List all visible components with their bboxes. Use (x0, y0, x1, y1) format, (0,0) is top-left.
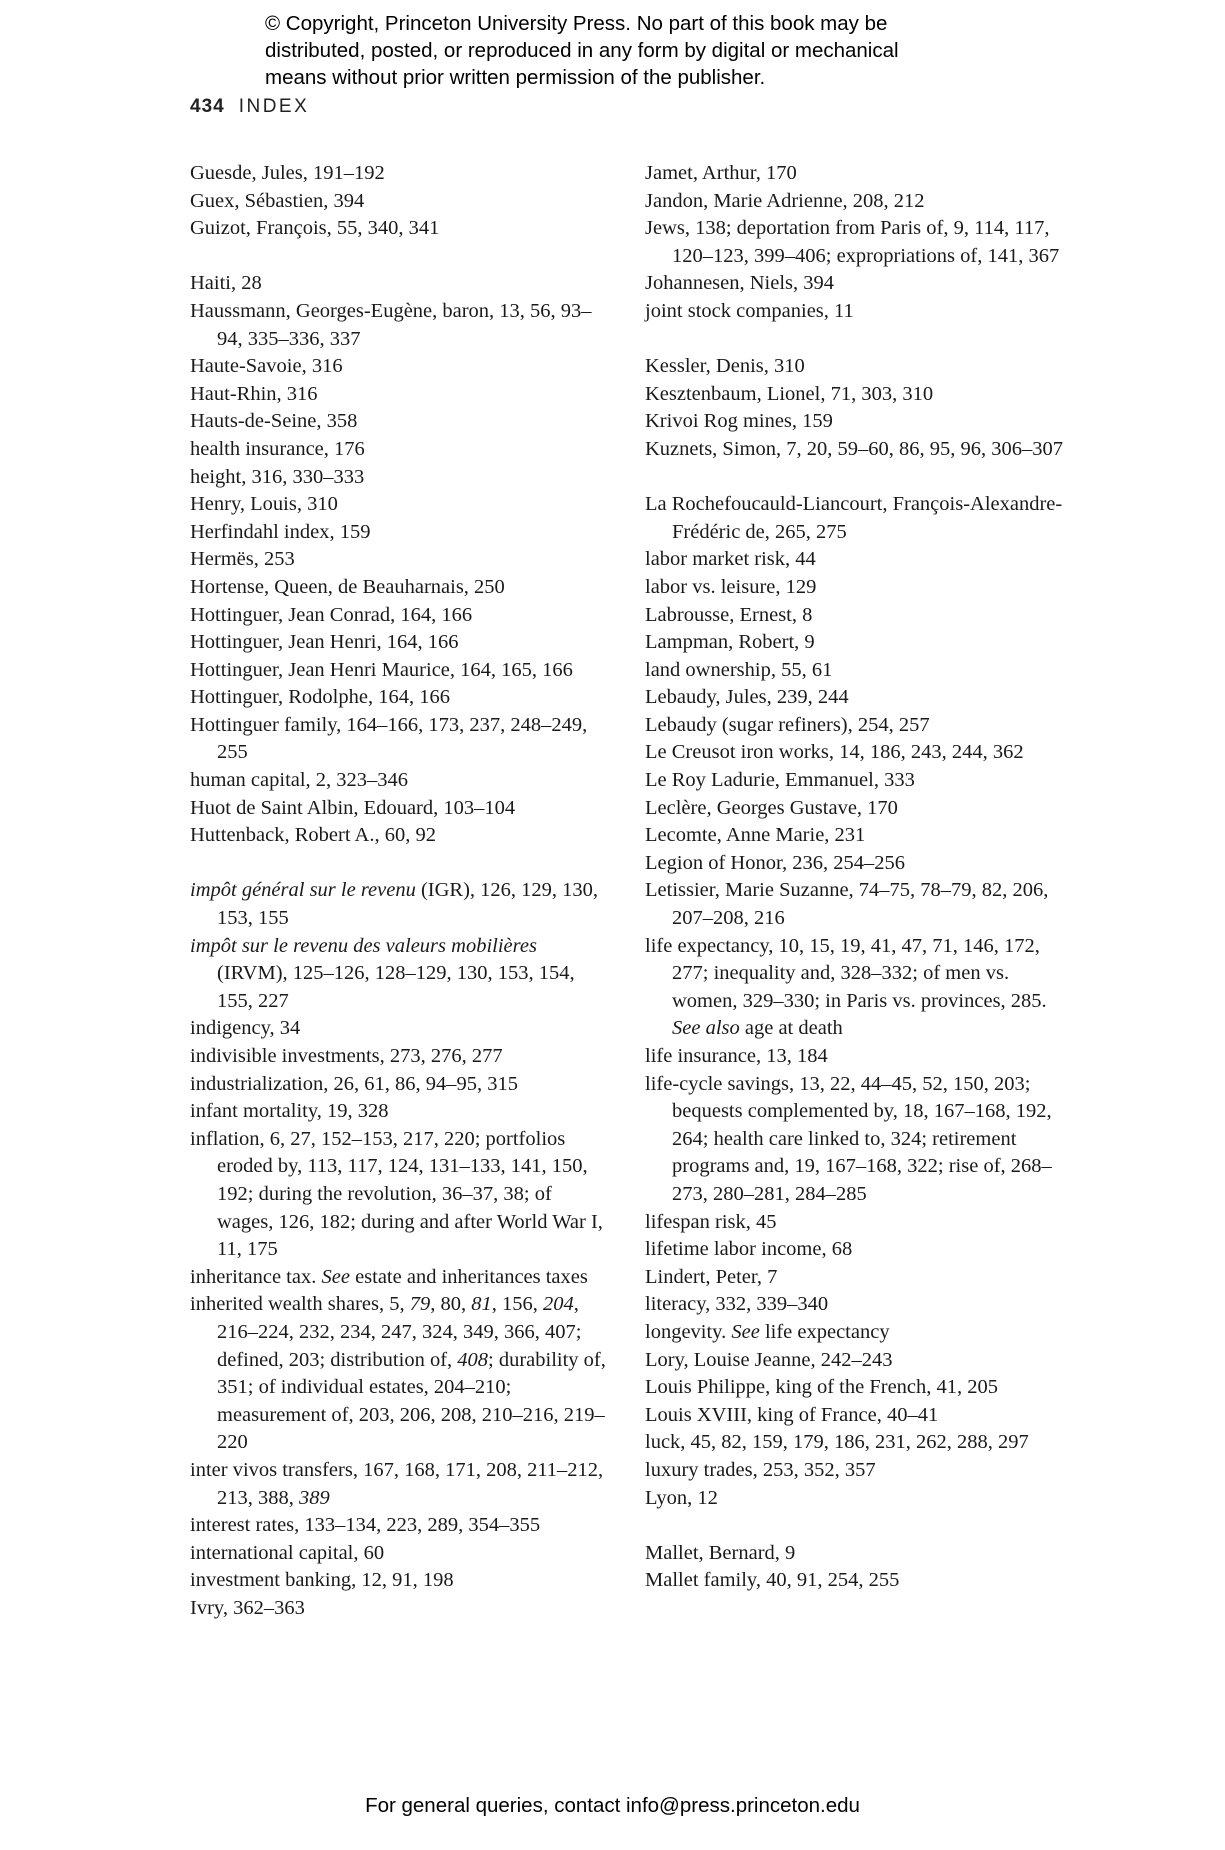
index-entry (645, 298, 1075, 326)
index-entry (190, 188, 610, 216)
letter-group-gap (190, 850, 610, 878)
index-entry (190, 160, 610, 188)
index-entry-text: human capital, 2, 323–346 (190, 769, 409, 792)
index-entry (645, 491, 1075, 546)
index-entry (190, 795, 610, 823)
index-entry-italic: 389 (299, 1486, 330, 1509)
index-entry-text: Hauts-de-Seine, 358 (190, 410, 358, 433)
index-entry (645, 877, 1075, 932)
index-entry (645, 215, 1075, 270)
index-entry-text: indigency, 34 (190, 1017, 301, 1040)
index-entry-text: Kesztenbaum, Lionel, 71, 303, 310 (645, 382, 934, 405)
index-entry (190, 1071, 610, 1099)
index-entry (645, 684, 1075, 712)
index-entry (645, 1485, 1075, 1513)
index-entry (645, 436, 1075, 464)
letter-group-gap (645, 326, 1075, 354)
index-entry-text: Lindert, Peter, 7 (645, 1265, 778, 1288)
index-entry (190, 464, 610, 492)
index-entry-text: land ownership, 55, 61 (645, 658, 833, 681)
index-entry (645, 795, 1075, 823)
index-entry-text: (IGR), 126, 129, 130, 153, 155 (217, 879, 599, 930)
index-entry-text: La Rochefoucauld-Liancourt, François-Alexandre-Frédéric de, 265, 275 (645, 493, 1063, 543)
index-entry-text: labor vs. leisure, 129 (645, 575, 817, 598)
letter-group-gap (645, 1512, 1075, 1540)
index-entry (645, 160, 1075, 188)
page-number: 434 (190, 96, 225, 117)
index-entry (645, 629, 1075, 657)
index-entry-text: investment banking, 12, 91, 198 (190, 1569, 454, 1592)
index-entry-text: life expectancy, 10, 15, 19, 41, 47, 71, 146, 172, 277; inequality and, 328–332; of men vs. women, 329–330; in Paris vs. provinces, 285. (645, 934, 1047, 1012)
running-head (190, 96, 309, 118)
index-entry (190, 408, 610, 436)
index-column-left (190, 160, 610, 1622)
index-entry-text: Leclère, Georges Gustave, 170 (645, 796, 898, 819)
index-entry-text: Lyon, 12 (645, 1486, 718, 1509)
index-entry (645, 657, 1075, 685)
index-entry-text: life insurance, 13, 184 (645, 1045, 828, 1067)
index-entry-text: Jamet, Arthur, 170 (645, 162, 797, 184)
index-entry (645, 408, 1075, 436)
index-entry-italic: See also (672, 1017, 740, 1040)
index-entry (645, 1457, 1075, 1485)
index-entry (645, 1236, 1075, 1264)
index-entry (190, 1264, 610, 1292)
index-entry-text: ; durability of, 351; of individual estates, 204–210; measurement of, 203, 206, 208, 210–216, 219–220 (217, 1348, 606, 1454)
index-entry-text: Jews, 138; deportation from Paris of, 9, 114, 117, 120–123, 399–406; expropriations of, 141, 367 (645, 217, 1060, 267)
index-entry-text: Louis Philippe, king of the French, 41, 205 (645, 1376, 999, 1399)
index-entry-text: lifetime labor income, 68 (645, 1238, 853, 1261)
index-entry (645, 712, 1075, 740)
index-entry-text: international capital, 60 (190, 1541, 385, 1564)
index-entry (190, 270, 610, 298)
index-entry (190, 353, 610, 381)
index-entry (190, 436, 610, 464)
index-entry (190, 1540, 610, 1568)
index-entry-text: Mallet, Bernard, 9 (645, 1541, 796, 1564)
index-entry-text: Hottinguer, Rodolphe, 164, 166 (190, 686, 450, 709)
index-entry-text: Lampman, Robert, 9 (645, 631, 815, 654)
index-entry-text: inter vivos transfers, 167, 168, 171, 208, 211–212, 213, 388, (190, 1458, 604, 1509)
index-entry-text: inherited wealth shares, 5, (190, 1293, 410, 1316)
index-entry (190, 657, 610, 685)
index-entry (645, 1540, 1075, 1568)
index-entry (645, 1567, 1075, 1595)
index-entry (190, 1567, 610, 1595)
copyright-line-1: © Copyright, Princeton University Press. No part of this book may be (265, 12, 888, 35)
index-entry-text: Hottinguer, Jean Henri Maurice, 164, 165, 166 (190, 658, 573, 681)
index-entry (190, 381, 610, 409)
index-entry-text: Lebaudy, Jules, 239, 244 (645, 686, 849, 709)
index-entry (645, 933, 1075, 1043)
index-entry (190, 629, 610, 657)
index-entry-text: , 216–224, 232, 234, 247, 324, 349, 366, 407; defined, 203; distribution of, (217, 1293, 582, 1371)
index-entry-text: luck, 45, 82, 159, 179, 186, 231, 262, 288, 297 (645, 1431, 1029, 1454)
index-entry-italic: 408 (457, 1348, 489, 1371)
index-entry (645, 381, 1075, 409)
index-entry-text: Mallet family, 40, 91, 254, 255 (645, 1569, 900, 1592)
index-entry-text: lifespan risk, 45 (645, 1210, 777, 1233)
index-entry (645, 767, 1075, 795)
index-entry (645, 188, 1075, 216)
index-entry-text: Krivoi Rog mines, 159 (645, 410, 833, 433)
index-entry (190, 519, 610, 547)
index-entry (190, 822, 610, 850)
index-entry-text: (IRVM), 125–126, 128–129, 130, 153, 154, 155, 227 (217, 962, 575, 1012)
index-entry (645, 270, 1075, 298)
index-entry (190, 877, 610, 932)
index-entry-text: , 156, (491, 1293, 543, 1316)
index-entry-text: Johannesen, Niels, 394 (645, 272, 835, 295)
index-entry-text: Guizot, François, 55, 340, 341 (190, 217, 440, 240)
index-entry (190, 1512, 610, 1540)
index-entry-text: Guex, Sébastien, 394 (190, 189, 365, 212)
index-entry (190, 1457, 610, 1512)
index-entry-italic: See (731, 1320, 760, 1343)
index-entry (190, 1291, 610, 1457)
index-entry-text: Kuznets, Simon, 7, 20, 59–60, 86, 95, 96, 306–307 (645, 437, 1063, 460)
index-entry-text: Hottinguer, Jean Henri, 164, 166 (190, 631, 459, 654)
index-entry-text: Henry, Louis, 310 (190, 493, 338, 516)
index-entry-text: Herfindahl index, 159 (190, 520, 371, 543)
index-entry (645, 1374, 1075, 1402)
letter-group-gap (190, 243, 610, 271)
index-entry (190, 298, 610, 353)
index-entry-text: Haute-Savoie, 316 (190, 355, 343, 378)
index-entry (645, 1209, 1075, 1237)
index-entry-text: Hottinguer family, 164–166, 173, 237, 248–249, 255 (190, 713, 588, 764)
index-entry (645, 1429, 1075, 1457)
index-entry-text: Hottinguer, Jean Conrad, 164, 166 (190, 603, 473, 626)
index-entry (190, 546, 610, 574)
index-entry (190, 1595, 610, 1623)
footer-contact: For general queries, contact info@press.princeton.edu (365, 1794, 860, 1817)
index-entry-text: age at death (739, 1017, 843, 1040)
index-entry-text: Le Creusot iron works, 14, 186, 243, 244, 362 (645, 741, 1024, 764)
index-entry-text: literacy, 332, 339–340 (645, 1293, 829, 1316)
index-entry-text: life-cycle savings, 13, 22, 44–45, 52, 150, 203; bequests complemented by, 18, 167–168, 192, 264; health care linked to, 324; retirement programs and, 19, 167–168, 322; rise of, 268–273, 280–281, 284–285 (645, 1072, 1052, 1205)
index-entry-text: Guesde, Jules, 191–192 (190, 162, 385, 184)
index-entry (645, 546, 1075, 574)
copyright-line-3: means without prior written permission of the publisher. (265, 66, 766, 89)
index-entry-italic: 81 (471, 1293, 492, 1316)
index-entry (645, 1319, 1075, 1347)
index-entry-text: Huot de Saint Albin, Edouard, 103–104 (190, 796, 516, 819)
section-title: INDEX (238, 96, 310, 117)
index-entry (645, 1347, 1075, 1375)
index-entry-text: Labrousse, Ernest, 8 (645, 603, 813, 626)
index-entry-text: Legion of Honor, 236, 254–256 (645, 851, 905, 874)
index-entry-text: Louis XVIII, king of France, 40–41 (645, 1403, 939, 1426)
index-entry (190, 933, 610, 1016)
index-entry (645, 602, 1075, 630)
index-entry (190, 602, 610, 630)
index-entry-text: Le Roy Ladurie, Emmanuel, 333 (645, 769, 915, 792)
index-entry (190, 215, 610, 243)
index-entry-text: indivisible investments, 273, 276, 277 (190, 1045, 503, 1067)
index-entry-text: , 80, (430, 1293, 472, 1316)
index-entry-text: life expectancy (759, 1320, 890, 1343)
index-entry-text: Jandon, Marie Adrienne, 208, 212 (645, 189, 925, 212)
index-entry (190, 1015, 610, 1043)
index-entry-text: inheritance tax. (190, 1265, 322, 1288)
index-entry (645, 822, 1075, 850)
index-entry (190, 712, 610, 767)
index-entry-text: Hortense, Queen, de Beauharnais, 250 (190, 575, 505, 598)
index-entry-text: Hermës, 253 (190, 548, 295, 571)
index-entry-text: Haiti, 28 (190, 272, 262, 295)
index-entry (645, 850, 1075, 878)
index-entry-text: Lecomte, Anne Marie, 231 (645, 824, 866, 847)
index-entry (645, 1291, 1075, 1319)
index-entry-text: joint stock companies, 11 (645, 299, 854, 322)
index-entry (190, 491, 610, 519)
index-entry-italic: impôt sur le revenu des valeurs mobilières (190, 934, 537, 957)
index-entry-text: interest rates, 133–134, 223, 289, 354–355 (190, 1514, 541, 1537)
index-entry (190, 1043, 610, 1071)
index-entry (190, 1098, 610, 1126)
index-entry-italic: 79 (409, 1293, 431, 1316)
index-entry-text: labor market risk, 44 (645, 548, 816, 571)
index-entry-text: infant mortality, 19, 328 (190, 1100, 389, 1123)
index-entry (645, 1402, 1075, 1430)
index-entry-text: Haut-Rhin, 316 (190, 382, 318, 405)
index-entry-text: Ivry, 362–363 (190, 1596, 305, 1619)
index-entry (645, 1071, 1075, 1209)
index-entry (190, 574, 610, 602)
index-entry-text: Lebaudy (sugar refiners), 254, 257 (645, 713, 930, 736)
index-entry-text: Kessler, Denis, 310 (645, 355, 805, 378)
index-entry-text: Huttenback, Robert A., 60, 92 (190, 824, 436, 847)
index-entry (645, 1043, 1075, 1071)
index-entry (190, 767, 610, 795)
index-entry-text: Haussmann, Georges-Eugène, baron, 13, 56, 93–94, 335–336, 337 (190, 299, 592, 350)
index-entry-text: health insurance, 176 (190, 437, 365, 460)
index-entry-text: longevity. (645, 1320, 732, 1343)
index-entry (645, 574, 1075, 602)
index-entry (645, 739, 1075, 767)
index-entry (645, 1264, 1075, 1292)
index-entry-text: estate and inheritances taxes (349, 1265, 588, 1288)
index-entry-italic: 204 (542, 1293, 574, 1316)
index-entry (645, 353, 1075, 381)
index-entry-text: luxury trades, 253, 352, 357 (645, 1458, 876, 1481)
letter-group-gap (645, 464, 1075, 492)
index-entry (190, 1126, 610, 1264)
index-entry-italic: impôt général sur le revenu (190, 879, 416, 902)
index-column-right (645, 160, 1075, 1595)
index-entry-text: height, 316, 330–333 (190, 465, 365, 488)
index-entry-italic: See (321, 1265, 350, 1288)
index-entry-text: Lory, Louise Jeanne, 242–243 (645, 1348, 893, 1371)
copyright-line-2: distributed, posted, or reproduced in any form by digital or mechanical (265, 39, 899, 62)
index-entry-text: industrialization, 26, 61, 86, 94–95, 315 (190, 1072, 518, 1095)
index-entry (190, 684, 610, 712)
index-entry-text: Letissier, Marie Suzanne, 74–75, 78–79, 82, 206, 207–208, 216 (645, 879, 1049, 930)
index-entry-text: inflation, 6, 27, 152–153, 217, 220; portfolios eroded by, 113, 117, 124, 131–133, 141, 150, 192; during the revolution, 36–37, 38; of wages, 126, 182; during and after World War I, 11, 175 (190, 1127, 603, 1261)
copyright-notice (265, 10, 1065, 91)
